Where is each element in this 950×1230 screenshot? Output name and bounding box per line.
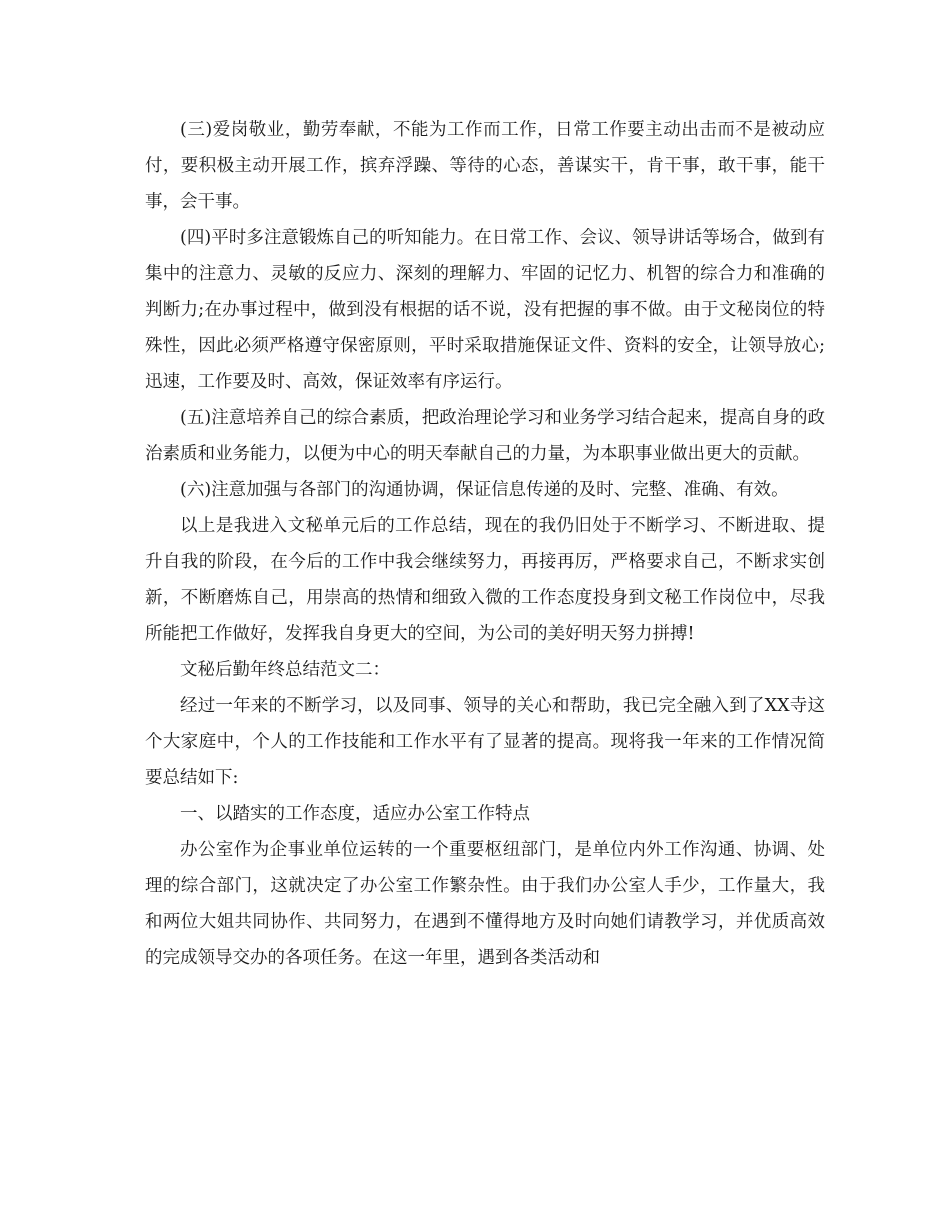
paragraph-section-four: (四)平时多注意锻炼自己的听知能力。在日常工作、会议、领导讲话等场合，做到有集中的注意力、灵敏的反应力、深刻的理解力、牢固的记忆力、机智的综合力和准确的判断力;在办事过程中，做到没有根据的话不说，没有把握的事不做。由于文秘岗位的特殊性，因此必须严格遵守保密原则，平时采取措施保证文件、资料的安全，让领导放心;迅速，工作要及时、高效，保证效率有序运行。 bbox=[145, 228, 825, 392]
paragraph-conclusion: 以上是我进入文秘单元后的工作总结，现在的我仍旧处于不断学习、不断进取、提升自我的阶段，在今后的工作中我会继续努力，再接再厉，严格要求自己，不断求实创新，不断磨炼自己，用崇高的热情和细致入微的工作态度投身到文秘工作岗位中，尽我所能把工作做好，发挥我自身更大的空间，为公司的美好明天努力拼搏! bbox=[145, 516, 825, 644]
paragraph-office-work: 办公室作为企事业单位运转的一个重要枢纽部门，是单位内外工作沟通、协调、处理的综合部门，这就决定了办公室工作繁杂性。由于我们办公室人手少，工作量大，我和两位大姐共同协作、共同努力，在遇到不懂得地方及时向她们请教学习，并优质高效的完成领导交办的各项任务。在这一年里，遇到各类活动和 bbox=[145, 840, 825, 968]
paragraph-intro: 经过一年来的不断学习，以及同事、领导的关心和帮助，我已完全融入到了XX寺这个大家庭中，个人的工作技能和工作水平有了显著的提高。现将我一年来的工作情况简要总结如下: bbox=[145, 696, 825, 788]
document-body bbox=[145, 112, 825, 976]
subheading-part-one: 一、以踏实的工作态度，适应办公室工作特点 bbox=[180, 804, 530, 824]
paragraph-section-six: (六)注意加强与各部门的沟通协调，保证信息传递的及时、完整、准确、有效。 bbox=[180, 480, 789, 500]
paragraph-section-three: (三)爱岗敬业，勤劳奉献，不能为工作而工作，日常工作要主动出击而不是被动应付，要积极主动开展工作，摈弃浮躁、等待的心态，善谋实干，肯干事，敢干事，能干事，会干事。 bbox=[145, 120, 825, 212]
paragraph-section-five: (五)注意培养自己的综合素质，把政治理论学习和业务学习结合起来，提高自身的政治素质和业务能力，以便为中心的明天奉献自己的力量，为本职事业做出更大的贡献。 bbox=[145, 408, 825, 464]
section-heading-sample-two: 文秘后勤年终总结范文二： bbox=[180, 660, 390, 680]
